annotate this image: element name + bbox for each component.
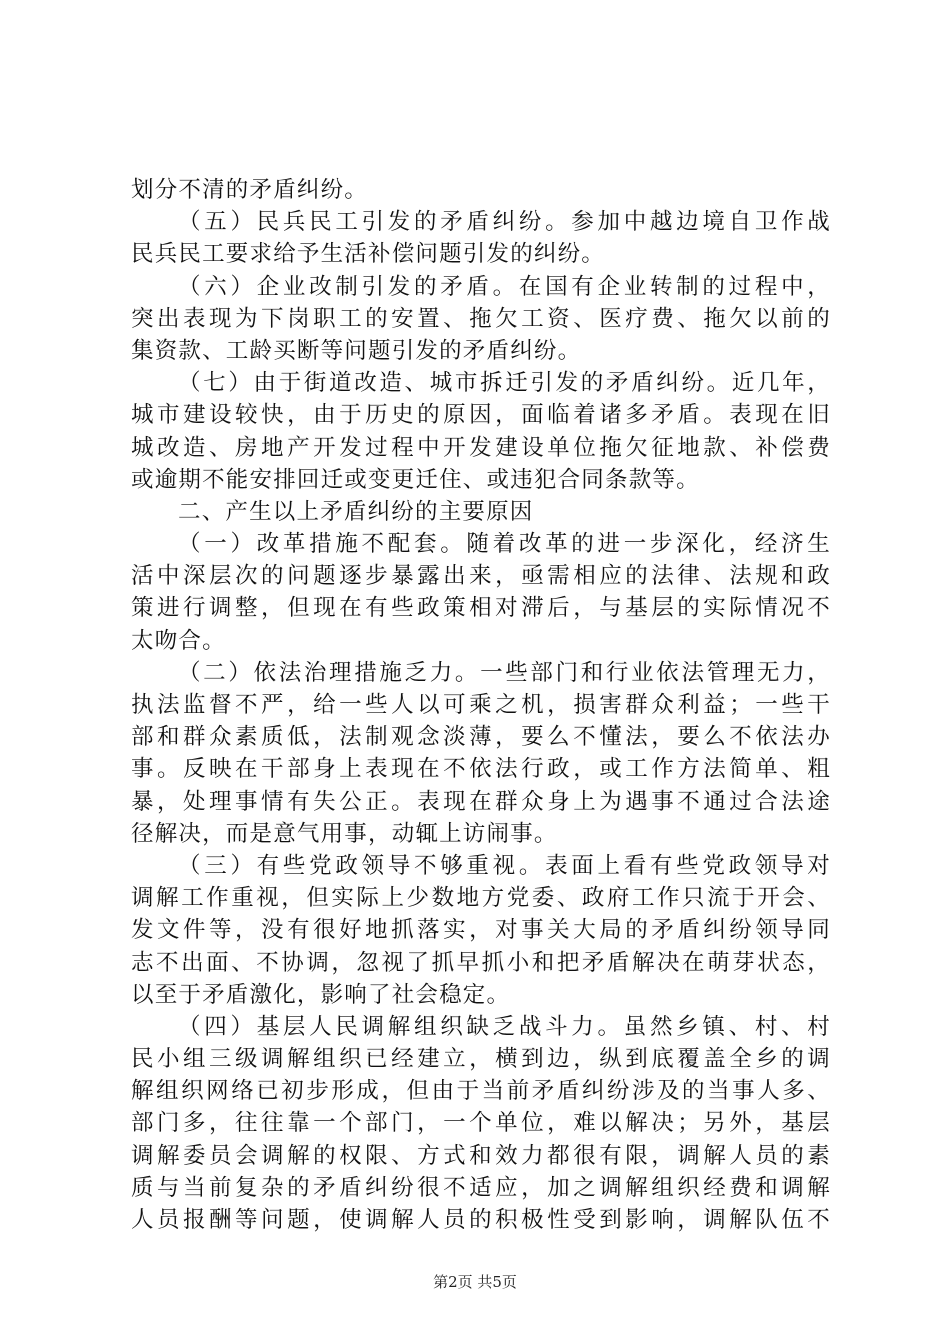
text-line: 以至于矛盾激化，影响了社会稳定。 <box>131 981 511 1008</box>
text-line: 执法监督不严，给一些人以可乘之机，损害群众利益；一些干 <box>131 692 831 718</box>
text-line: 突出表现为下岗职工的安置、拖欠工资、医疗费、拖欠以前的 <box>131 305 831 332</box>
text-line: 城改造、房地产开发过程中开发建设单位拖欠征地款、补偿费 <box>131 434 831 461</box>
text-line: 事。反映在干部身上表现在不依法行政，或工作方法简单、粗 <box>131 756 831 783</box>
text-line: （七）由于街道改造、城市拆迁引发的矛盾纠纷。近几年， <box>178 370 831 397</box>
text-line: 集资款、工龄买断等问题引发的矛盾纠纷。 <box>131 337 582 364</box>
text-line: 民兵民工要求给予生活补偿问题引发的纠纷。 <box>131 241 606 268</box>
text-line: 志不出面、不协调，忽视了抓早抓小和把矛盾解决在萌芽状态， <box>131 949 831 976</box>
text-line: 发文件等，没有很好地抓落实，对事关大局的矛盾纠纷领导同 <box>131 917 831 944</box>
text-line: 二、产生以上矛盾纠纷的主要原因 <box>178 498 534 525</box>
text-line: 或逾期不能安排回迁或变更迁住、或违犯合同条款等。 <box>131 466 700 493</box>
text-line: 活中深层次的问题逐步暴露出来，亟需相应的法律、法规和政 <box>131 563 831 590</box>
text-line: 城市建设较快，由于历史的原因，面临着诸多矛盾。表现在旧 <box>131 402 831 429</box>
text-line: 部和群众素质低，法制观念淡薄，要么不懂法，要么不依法办 <box>131 724 831 751</box>
text-line: 径解决，而是意气用事，动辄上访闹事。 <box>131 820 558 847</box>
text-line: 调解委员会调解的权限、方式和效力都很有限，调解人员的素 <box>131 1142 831 1169</box>
text-line: 策进行调整，但现在有些政策相对滞后，与基层的实际情况不 <box>131 595 831 622</box>
text-line: 质与当前复杂的矛盾纠纷很不适应，加之调解组织经费和调解 <box>131 1174 831 1201</box>
text-line: （六）企业改制引发的矛盾。在国有企业转制的过程中， <box>178 273 831 300</box>
text-line: 解组织网络已初步形成，但由于当前矛盾纠纷涉及的当事人多、 <box>131 1078 831 1105</box>
text-line: 划分不清的矛盾纠纷。 <box>131 177 369 203</box>
text-line: 调解工作重视，但实际上少数地方党委、政府工作只流于开会、 <box>131 885 831 912</box>
text-line: 人员报酬等问题，使调解人员的积极性受到影响，调解队伍不 <box>131 1207 831 1233</box>
text-line: （二）依法治理措施乏力。一些部门和行业依法管理无力， <box>178 659 831 686</box>
text-line: 太吻合。 <box>131 627 226 654</box>
page-footer: 第2页 共5页 <box>433 1273 517 1291</box>
text-line: （一）改革措施不配套。随着改革的进一步深化，经济生 <box>178 531 831 558</box>
text-line: 民小组三级调解组织已经建立，横到边，纵到底覆盖全乡的调 <box>131 1046 831 1073</box>
text-line: 暴，处理事情有失公正。表现在群众身上为遇事不通过合法途 <box>131 788 831 815</box>
text-line: 部门多，往往靠一个部门，一个单位，难以解决；另外，基层 <box>131 1110 831 1137</box>
text-line: （五）民兵民工引发的矛盾纠纷。参加中越边境自卫作战 <box>178 209 831 236</box>
document-body <box>131 174 831 1236</box>
text-line: （四）基层人民调解组织缺乏战斗力。虽然乡镇、村、村 <box>178 1013 831 1040</box>
text-line: （三）有些党政领导不够重视。表面上看有些党政领导对 <box>178 852 831 879</box>
